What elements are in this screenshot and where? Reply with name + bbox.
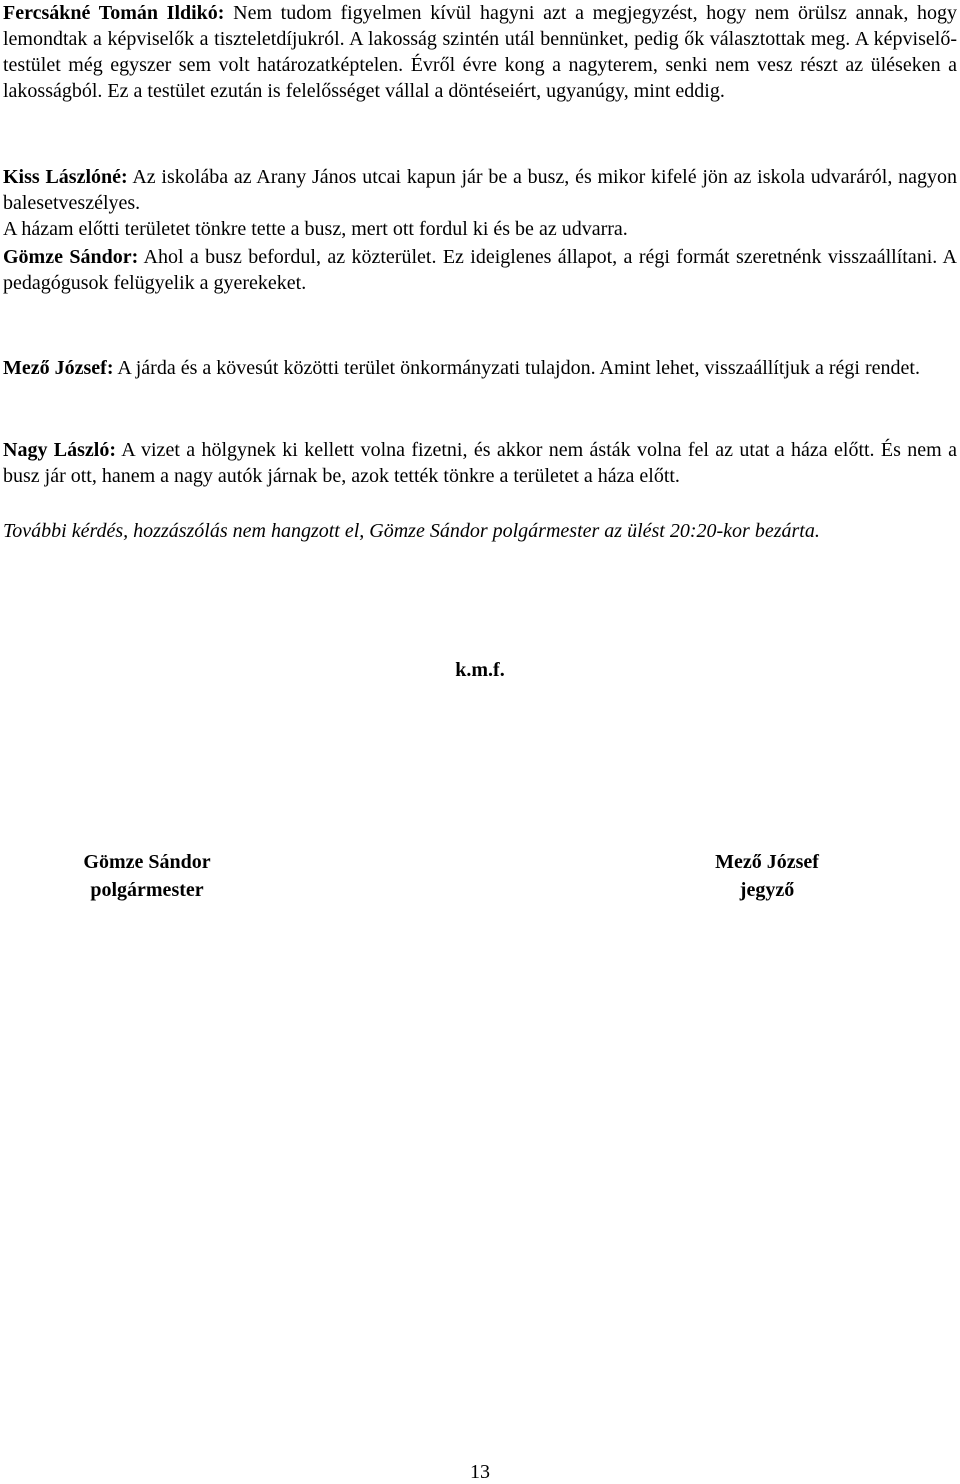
paragraph-text: Nem tudom figyelmen kívül hagyni azt a megjegyzést, hogy nem örülsz annak, hogy lemondtak a képviselők a tiszteletdíjukról. A lakosság szintén utál bennünket, pedig ők választottak meg. A képviselő-testület még egyszer sem volt határozatképtelen. Évről évre kong a nagyterem, senki nem vesz részt az üléseken a lakosságból. Ez a testület ezután is felelősséget vállal a döntéseiért, ugyanúgy, mint eddig. xyxy=(3,2,957,102)
page-number: 13 xyxy=(470,1461,490,1483)
paragraph-gomze xyxy=(3,244,957,296)
speaker-name: Fercsákné Tomán Ildikó: xyxy=(3,2,225,24)
signature-title: jegyző xyxy=(739,879,795,901)
paragraph-nagy xyxy=(3,437,957,489)
paragraph-text: Az iskolába az Arany János utcai kapun jár be a busz, és mikor kifelé jön az iskola udvaráról, nagyon balesetveszélyes. xyxy=(3,166,957,214)
speaker-name: Kiss Lászlóné: xyxy=(3,166,128,188)
signature-block-mayor xyxy=(17,848,277,904)
kmf-label: k.m.f. xyxy=(455,659,505,681)
paragraph-text-continued: A házam előtti területet tönkre tette a busz, mert ott fordul ki és be az udvarra. xyxy=(3,218,628,240)
closing-statement: További kérdés, hozzászólás nem hangzott el, Gömze Sándor polgármester az ülést 20:20-kor bezárta. xyxy=(3,520,820,542)
speaker-name: Gömze Sándor: xyxy=(3,246,139,268)
signature-title: polgármester xyxy=(90,879,204,901)
signature-name: Gömze Sándor xyxy=(83,851,211,873)
speaker-name: Nagy László: xyxy=(3,439,117,461)
paragraph-kiss xyxy=(3,164,957,242)
paragraph-fercsakne xyxy=(3,0,957,104)
paragraph-text: A vizet a hölgynek ki kellett volna fizetni, és akkor nem ásták volna fel az utat a háza előtt. És nem a busz jár ott, hanem a nagy autók járnak be, azok tették tönkre a területet a háza előtt. xyxy=(3,439,957,487)
paragraph-text: A járda és a kövesút közötti terület önkormányzati tulajdon. Amint lehet, visszaállítjuk a régi rendet. xyxy=(113,357,920,379)
signature-block-notary xyxy=(637,848,897,904)
paragraph-text: Ahol a busz befordul, az közterület. Ez ideiglenes állapot, a régi formát szeretnénk visszaállítani. A pedagógusok felügyelik a gyerekeket. xyxy=(3,246,957,294)
speaker-name: Mező József: xyxy=(3,357,114,379)
signature-name: Mező József xyxy=(715,851,819,873)
paragraph-mezo xyxy=(3,355,957,381)
